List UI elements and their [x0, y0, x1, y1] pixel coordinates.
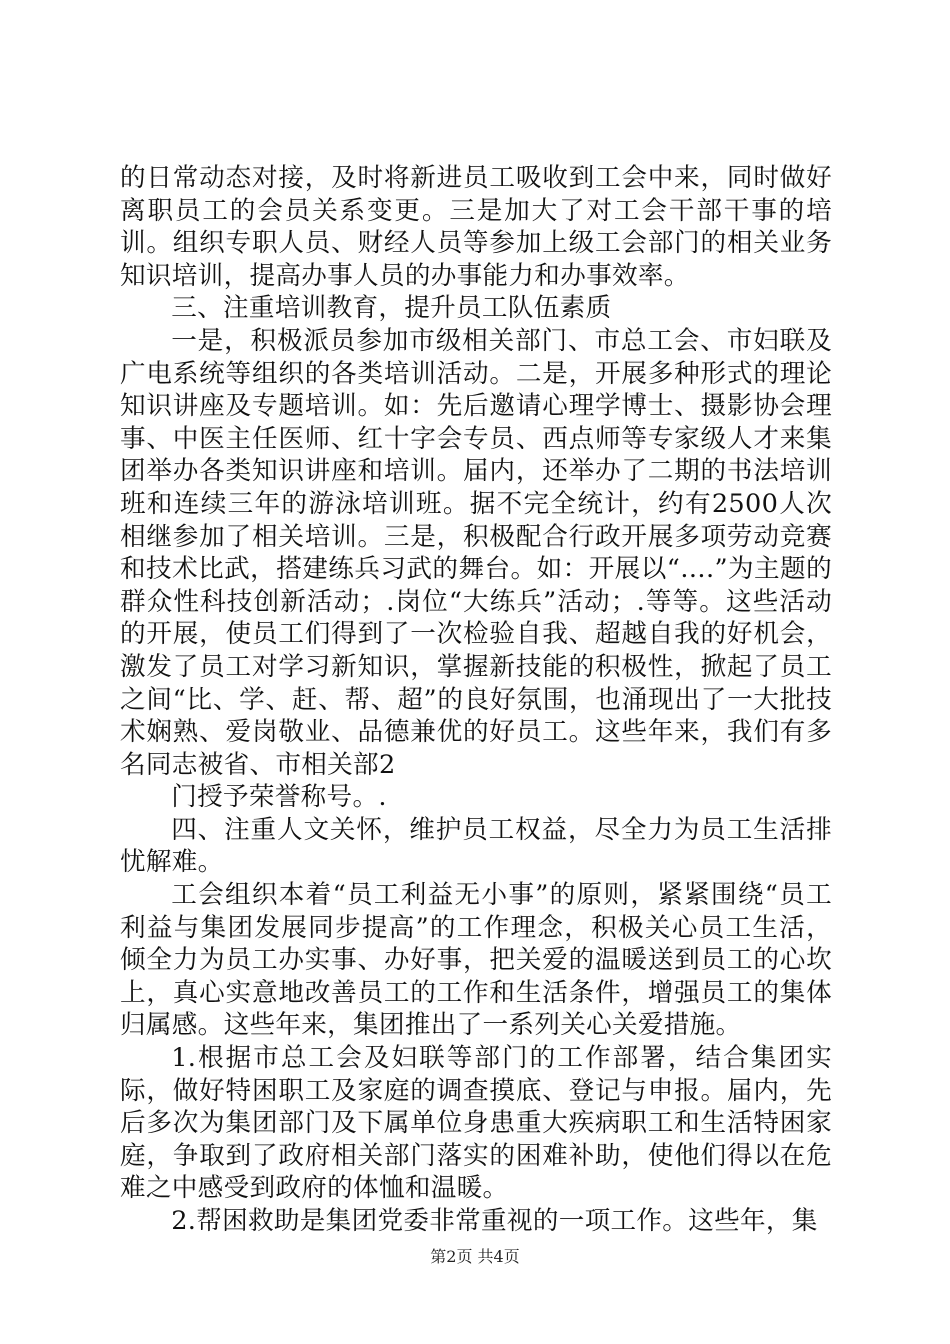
page-number-footer: 第2页 共4页: [430, 1247, 520, 1266]
paragraph-item-2: 2.帮困救助是集团党委非常重视的一项工作。这些年，集: [171, 1206, 818, 1236]
paragraph-union-care: 工会组织本着“员工利益无小事”的原则，紧紧围绕“员工利益与集团发展同步提高”的工作理念，积极关心员工生活，倾全力为员工办实事、办好事，把关爱的温暖送到员工的心坎上，真心实意地改善员工的工作和生活条件，增强员工的集体归属感。这些年来，集团推出了一系列关心关爱措施。: [120, 880, 832, 1041]
paragraph-continuation: 的日常动态对接，及时将新进员工吸收到工会中来，同时做好离职员工的会员关系变更。三是加大了对工会干部干事的培训。组织专职人员、财经人员等参加上级工会部门的相关业务知识培训，提高办事人员的办事能力和办事效率。: [120, 163, 832, 291]
paragraph-item-1: 1.根据市总工会及妇联等部门的工作部署，结合集团实际，做好特困职工及家庭的调查摸底、登记与申报。届内，先后多次为集团部门及下属单位身患重大疾病职工和生活特困家庭，争取到了政府相关部门落实的困难补助，使他们得以在危难之中感受到政府的体恤和温暖。: [120, 1043, 832, 1204]
document-body: [120, 162, 832, 1238]
paragraph-honor: 门授予荣誉称号。.: [171, 782, 387, 813]
paragraph-training: 一是，积极派员参加市级相关部门、市总工会、市妇联及广电系统等组织的各类培训活动。二是，开展多种形式的理论知识讲座及专题培训。如：先后邀请心理学博士、摄影协会理事、中医主任医师、红十字会专员、西点师等专家级人才来集团举办各类知识讲座和培训。届内，还举办了二期的书法培训班和连续三年的游泳培训班。据不完全统计，约有2500人次相继参加了相关培训。三是，积极配合行政开展多项劳动竞赛和技术比武，搭建练兵习武的舞台。如：开展以“….”为主题的群众性科技创新活动；.岗位“大练兵”活动；.等等。这些活动的开展，使员工们得到了一次检验自我、超越自我的好机会，激发了员工对学习新知识，掌握新技能的积极性，掀起了员工之间“比、学、赶、帮、超”的良好氛围，也涌现出了一大批技术娴熟、爱岗敬业、品德兼优的好员工。这些年来，我们有多名同志被省、市相关部2: [120, 325, 832, 780]
section-heading-3: 三、注重培训教育，提升员工队伍素质: [171, 293, 612, 324]
section-heading-4: 四、注重人文关怀，维护员工权益，尽全力为员工生活排忧解难。: [120, 814, 832, 878]
